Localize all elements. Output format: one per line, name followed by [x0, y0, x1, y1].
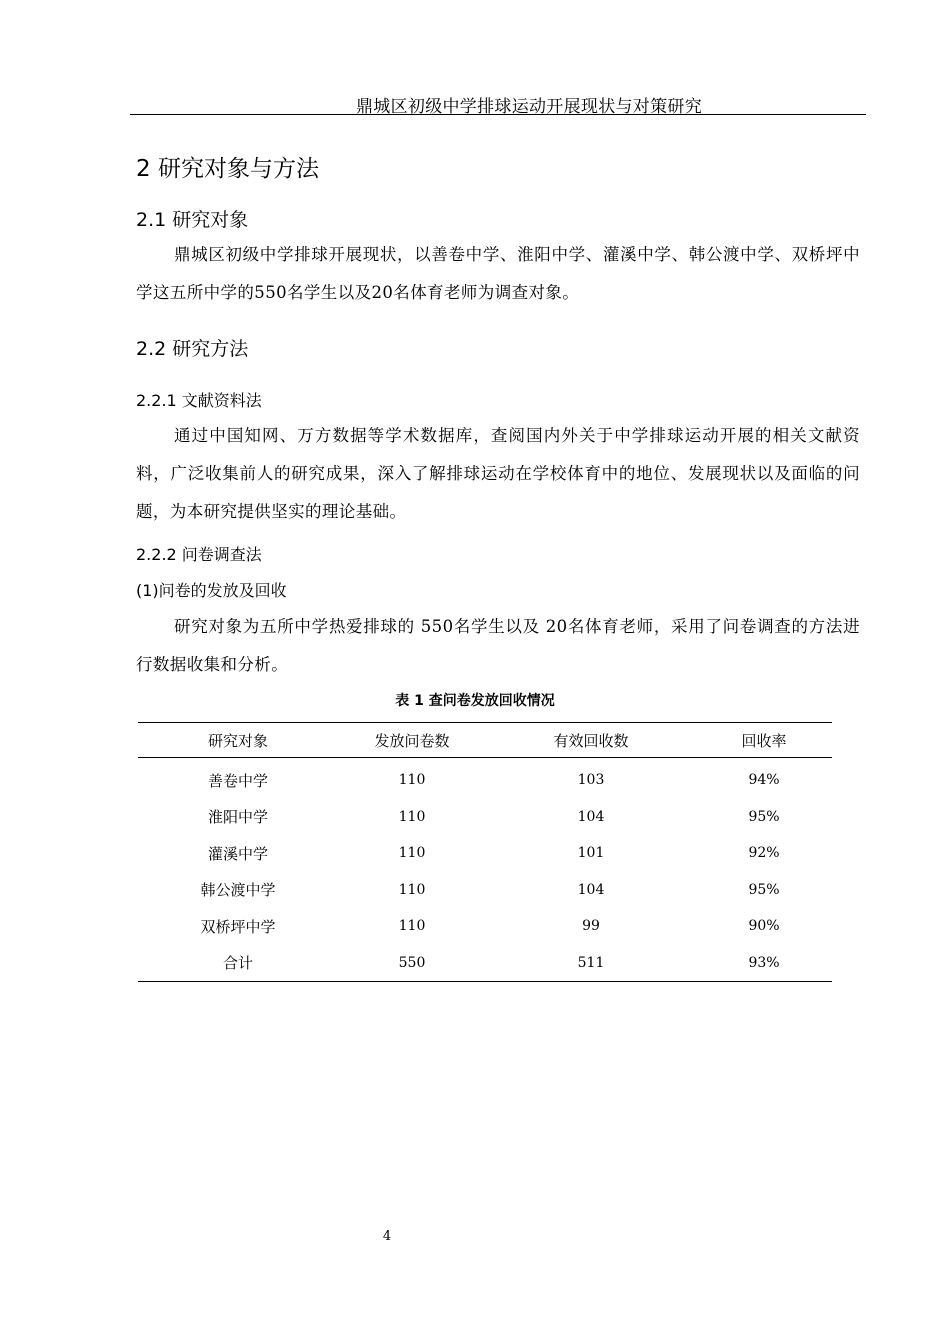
table-cell-rate: 94%	[748, 772, 780, 789]
table-row	[138, 835, 832, 872]
table-header-cell: 研究对象	[138, 723, 338, 758]
section-2-heading: 2 研究对象与方法	[136, 156, 319, 182]
table-1-caption: 表 1 查问卷发放回收情况	[395, 693, 555, 709]
table-cell-issued: 110	[398, 808, 426, 825]
section-2-2-2-subheading: (1)问卷的发放及回收	[136, 581, 287, 600]
table-cell-rate: 95%	[748, 808, 780, 825]
table-cell-issued: 550	[338, 945, 486, 982]
table-cell-valid: 511	[486, 945, 696, 982]
section-2-2-1-heading: 2.2.1 文献资料法	[136, 391, 262, 410]
table-cell-issued: 110	[398, 845, 426, 862]
section-2-2-heading: 2.2 研究方法	[136, 338, 249, 360]
page-number: 4	[382, 1229, 392, 1244]
table-row	[138, 908, 832, 945]
table-cell-school: 韩公渡中学	[200, 881, 276, 900]
section-2-2-1-paragraph: 通过中国知网、万方数据等学术数据库，查阅国内外关于中学排球运动开展的相关文献资料，广泛收集前人的研究成果，深入了解排球运动在学校体育中的地位、发展现状以及面临的问题，为本研究提供坚实的理论基础。	[136, 426, 860, 521]
table-cell-school: 合计	[138, 945, 338, 982]
table-header-cell: 回收率	[696, 723, 832, 758]
table-cell-school: 善卷中学	[207, 771, 268, 790]
table-cell-valid: 104	[577, 881, 605, 898]
table-cell-issued: 110	[398, 918, 426, 935]
running-header	[130, 90, 866, 115]
table-cell-valid: 103	[577, 772, 605, 789]
table-cell-rate: 92%	[748, 845, 780, 862]
table-header-row	[138, 723, 832, 758]
table-cell-school: 双桥坪中学	[200, 917, 276, 936]
table-cell-issued: 110	[398, 881, 426, 898]
section-2-2-2-paragraph: 研究对象为五所中学热爱排球的 550名学生以及 20名体育老师，采用了问卷调查的方法进行数据收集和分析。	[136, 617, 860, 674]
table-cell-school: 灌溪中学	[207, 844, 268, 863]
table-cell-rate: 90%	[748, 918, 780, 935]
section-2-1-heading: 2.1 研究对象	[136, 209, 249, 231]
table-cell-rate: 95%	[748, 881, 780, 898]
table-row	[138, 872, 832, 909]
table-header-cell: 发放问卷数	[338, 723, 486, 758]
table-cell-valid: 101	[577, 845, 605, 862]
table-header-cell: 有效回收数	[486, 723, 696, 758]
running-header-title: 鼎城区初级中学排球运动开展现状与对策研究	[356, 97, 702, 117]
table-cell-issued: 110	[398, 772, 426, 789]
table-cell-school: 淮阳中学	[207, 808, 268, 827]
table-row-total	[138, 945, 832, 982]
table-cell-valid: 104	[577, 808, 605, 825]
table-cell-rate: 93%	[696, 945, 832, 982]
table-row	[138, 758, 832, 799]
section-2-1-paragraph: 鼎城区初级中学排球开展现状，以善卷中学、淮阳中学、灌溪中学、韩公渡中学、双桥坪中学这五所中学的550名学生以及20名体育老师为调查对象。	[136, 245, 860, 302]
table-cell-valid: 99	[582, 918, 600, 935]
table-row	[138, 799, 832, 836]
section-2-2-2-heading: 2.2.2 问卷调查法	[136, 545, 262, 564]
table-1	[138, 722, 832, 982]
